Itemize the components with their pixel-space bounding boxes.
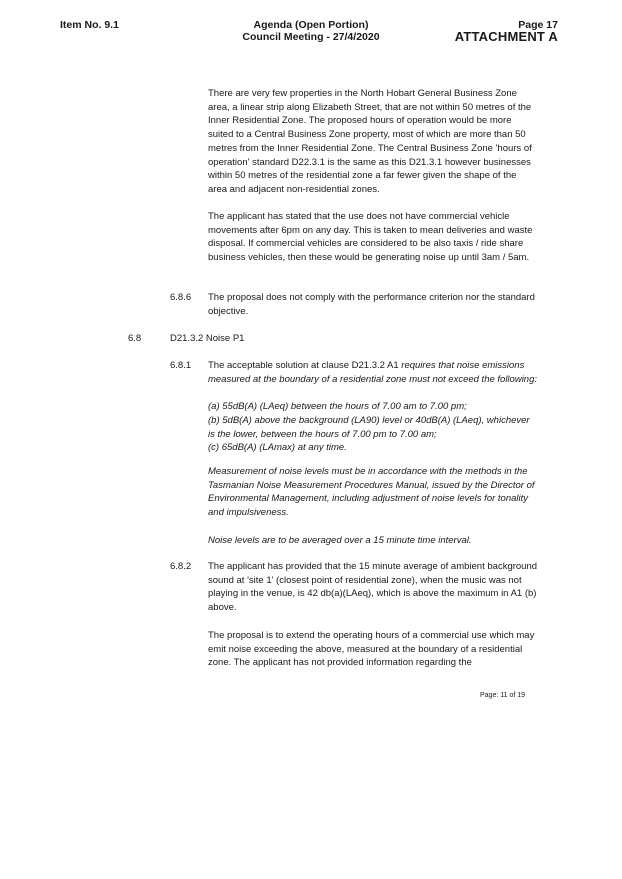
- page-header: [455, 19, 558, 43]
- noise-limit-c: (c) 65dB(A) (LAmax) at any time.: [208, 442, 347, 453]
- page-number: Page 17: [518, 19, 558, 31]
- paragraph-commercial-vehicles: The applicant has stated that the use does not have commercial vehicle movements after 6pm on any day. This is taken to mean deliveries and waste disposal. If commercial vehicles are considered to be also taxis / ride share business vehicles, then these would be generating noise up until 3am / 5am.: [208, 211, 533, 264]
- agenda-header: [211, 19, 411, 43]
- paragraph-zone-properties: There are very few properties in the North Hobart General Business Zone area, a linear strip along Elizabeth Street, that are not within 50 metres of the Inner Residential Zone. The proposed hours of operation would be more suited to a Central Business Zone property, most of which are more than 50 metres from the Inner Residential Zone. The Central Business Zone 'hours of operation' standard D22.3.1 is the same as this D21.3.1 however businesses within 50 metres of the residential zone a far fewer given the shape of the area and adjacent non-residential zones.: [208, 88, 532, 195]
- acceptable-solution-lead: The acceptable solution at clause D21.3.2 A1: [208, 360, 402, 371]
- noise-limit-a: (a) 55dB(A) (LAeq) between the hours of 7.00 am to 7.00 pm;: [208, 401, 467, 412]
- meeting-date: Council Meeting - 27/4/2020: [242, 31, 380, 43]
- section-6-8-2-proposal: The proposal is to extend the operating hours of a commercial use which may emit noise exceeding the above, measured at the boundary of a residential zone. The applicant has not provided information regarding the: [208, 630, 535, 669]
- item-number: Item No. 9.1: [60, 19, 119, 31]
- measurement-method: Measurement of noise levels must be in accordance with the methods in the Tasmanian Noise Measurement Procedures Manual, issued by the Director of Environmental Management, including adjustment of noise levels for tonality and impulsiveness.: [208, 466, 535, 519]
- section-6-8-title: D21.3.2 Noise P1: [170, 333, 245, 344]
- section-6-8-1-text: [208, 359, 538, 386]
- section-6-8-6-text: The proposal does not comply with the performance criterion nor the standard objective.: [208, 292, 535, 317]
- section-number-6-8: 6.8: [128, 333, 142, 344]
- section-6-8-2-text: The applicant has provided that the 15 minute average of ambient background sound at 'site 1' (closest point of residential zone), when the music was not playing in the venue, is 42 db(a)(LAeq), which is above the maximum in A1 (b) above.: [208, 561, 538, 614]
- page-footer: Page: 11 of 19: [480, 692, 526, 699]
- section-number-6-8-2: 6.8.2: [170, 561, 192, 572]
- noise-limit-b: (b) 5dB(A) above the background (LA90) level or 40dB(A) (LAeq), whichever is the lower, between the hours of 7.00 pm to 7.00 am;: [208, 415, 530, 440]
- acceptable-solution-requirement: requires that noise emissions measured at the boundary of a residential zone must not exceed the following:: [208, 360, 538, 385]
- section-number-6-8-1: 6.8.1: [170, 360, 192, 371]
- attachment-label: ATTACHMENT A: [454, 29, 558, 44]
- averaging-interval: Noise levels are to be averaged over a 15 minute time interval.: [208, 535, 472, 546]
- agenda-title: Agenda (Open Portion): [253, 19, 369, 31]
- section-number-6-8-6: 6.8.6: [170, 292, 192, 303]
